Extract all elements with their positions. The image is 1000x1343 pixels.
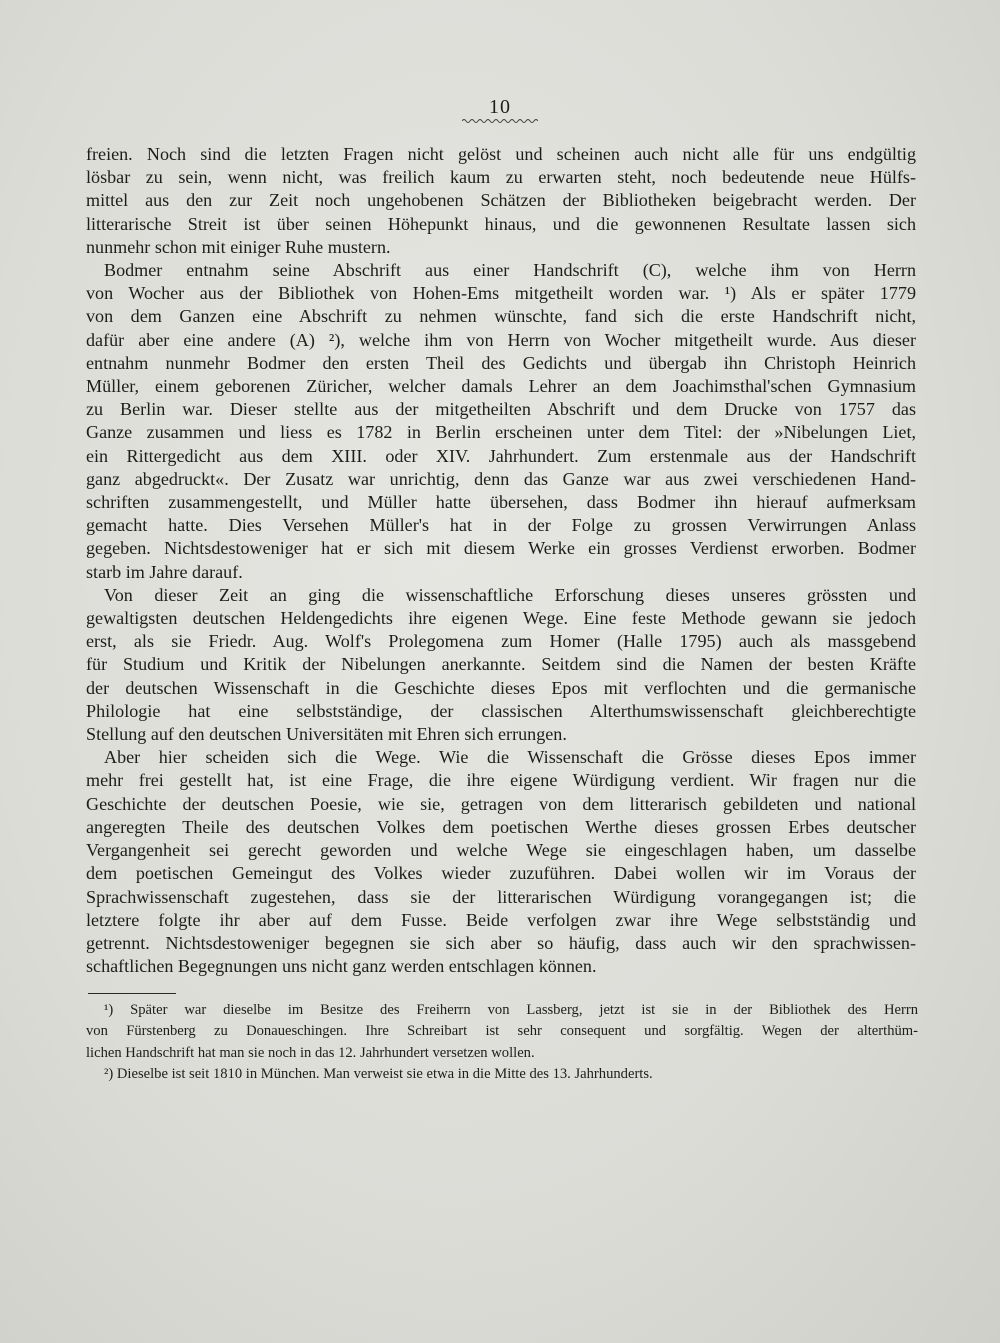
text-line: mehr frei gestellt hat, ist eine Frage, die ihre eigene Würdigung verdient. Wir fragen nur die xyxy=(86,770,916,791)
text-line: gegeben. Nichtsdestoweniger hat er sich mit diesem Werke ein grosses Verdienst erworben. Bodmer xyxy=(86,538,916,559)
text-line: schaftlichen Begegnungen uns nicht ganz werden entschlagen können. xyxy=(86,956,597,977)
text-line: erst, als sie Friedr. Aug. Wolf's Prolegomena zum Homer (Halle 1795) auch als massgebend xyxy=(86,631,916,652)
text-line: entnahm nunmehr Bodmer den ersten Theil des Gedichts und übergab ihn Christoph Heinrich xyxy=(86,352,916,373)
text-line: Von dieser Zeit an ging die wissenschaftliche Erforschung dieses unseres grössten und xyxy=(104,584,916,605)
text-line: getrennt. Nichtsdestoweniger begegnen sie sich aber so häufig, dass auch wir den sprachwissen- xyxy=(86,932,916,953)
text-line: Müller, einem geborenen Züricher, welcher damals Lehrer an dem Joachimsthal'schen Gymnasium xyxy=(86,376,916,397)
text-line: litterarische Streit ist über seinen Höhepunkt hinaus, und die gewonnenen Resultate lassen sich xyxy=(86,213,916,234)
text-line: Geschichte der deutschen Poesie, wie sie, getragen von dem litterarisch gebildeten und national xyxy=(86,793,916,814)
footnotes xyxy=(86,1000,918,1086)
text-line: Philologie hat eine selbstständige, der classischen Alterthumswissenschaft gleichberechtigte xyxy=(86,700,916,721)
text-line: ganz abgedruckt«. Der Zusatz war unrichtig, denn das Ganze war aus zwei verschiedenen Hand- xyxy=(86,468,916,489)
text-line: der deutschen Wissenschaft in die Geschichte dieses Epos mit verflochten und die germanische xyxy=(86,677,916,698)
text-line: Aber hier scheiden sich die Wege. Wie die Wissenschaft die Grösse dieses Epos immer xyxy=(104,747,916,768)
footnote-line: lichen Handschrift hat man sie noch in das 12. Jahrhundert versetzen wollen. xyxy=(86,1044,535,1061)
page-number-ornament xyxy=(462,118,538,124)
text-line: angeregten Theile des deutschen Volkes dem poetischen Werthe dieses grossen Erbes deutscher xyxy=(86,816,916,837)
paragraph xyxy=(86,584,916,746)
paragraph xyxy=(86,143,916,259)
page-number: 10 xyxy=(489,96,511,118)
text-line: dafür aber eine andere (A) ²), welche ihm von Herrn von Wocher mitgetheilt wurde. Aus dieser xyxy=(86,329,916,350)
paragraph xyxy=(86,259,916,584)
text-line: mittel aus den zur Zeit noch ungehobenen Schätzen der Bibliotheken beigebracht werden. Der xyxy=(86,190,916,211)
text-line: lösbar zu sein, wenn nicht, was freilich kaum zu erwarten steht, noch bedeutende neue Hülfs- xyxy=(86,167,916,188)
text-line: gemacht hatte. Dies Versehen Müller's hat in der Folge zu grossen Verwirrungen Anlass xyxy=(86,515,916,536)
footnote xyxy=(86,1064,918,1085)
footnote-line: ¹) Später war dieselbe im Besitze des Freiherrn von Lassberg, jetzt ist sie in der Bibliothek des Herrn xyxy=(104,1002,918,1018)
text-line: ein Rittergedicht aus dem XIII. oder XIV. Jahrhundert. Zum erstenmale aus der Handschrift xyxy=(86,445,916,466)
footnote-line: ²) Dieselbe ist seit 1810 in München. Man verweist sie etwa in die Mitte des 13. Jahrhunderts. xyxy=(104,1066,653,1083)
text-line: Vergangenheit sei gerecht geworden und welche Wege sie eingeschlagen haben, um dasselbe xyxy=(86,840,916,861)
text-line: schriften zusammengestellt, und Müller hatte übersehen, dass Bodmer ihn hierauf aufmerksam xyxy=(86,492,916,513)
text-line: von dem Ganzen eine Abschrift zu nehmen wünschte, fand sich die erste Handschrift nicht, xyxy=(86,306,916,327)
text-line: Sprachwissenschaft zugestehen, dass sie der litterarischen Würdigung vorangegangen ist; die xyxy=(86,886,916,907)
text-line: zu Berlin war. Dieser stellte aus der mitgetheilten Abschrift und dem Drucke von 1757 das xyxy=(86,399,916,420)
text-line: starb im Jahre darauf. xyxy=(86,561,243,582)
text-line: von Wocher aus der Bibliothek von Hohen-Ems mitgetheilt worden war. ¹) Als er später 1779 xyxy=(86,283,916,304)
paragraph xyxy=(86,746,916,978)
text-line: dem poetischen Gemeingut des Volkes wieder zuzuführen. Dabei wollen wir im Voraus der xyxy=(86,863,916,884)
footnote-divider xyxy=(88,993,176,994)
footnote-line: von Fürstenberg zu Donaueschingen. Ihre Schreibart ist sehr consequent und sorgfältig. Wegen der alterthüm- xyxy=(86,1023,918,1040)
text-line: nunmehr schon mit einiger Ruhe mustern. xyxy=(86,236,391,257)
text-line: Ganze zusammen und liess es 1782 in Berlin erscheinen unter dem Titel: der »Nibelungen Liet, xyxy=(86,422,916,443)
text-line: letztere folgte ihr aber auf dem Fusse. Beide verfolgen zwar ihre Wege selbstständig und xyxy=(86,909,916,930)
text-line: Bodmer entnahm seine Abschrift aus einer Handschrift (C), welche ihm von Herrn xyxy=(104,260,916,281)
body-text xyxy=(86,143,916,978)
footnote xyxy=(86,1000,918,1064)
text-line: Stellung auf den deutschen Universitäten mit Ehren sich errungen. xyxy=(86,724,567,745)
text-line: freien. Noch sind die letzten Fragen nicht gelöst und scheinen auch nicht alle für uns endgültig xyxy=(86,144,916,164)
text-line: gewaltigsten deutschen Heldengedichts ihre eigenen Wege. Eine feste Methode gewann sie jedoch xyxy=(86,608,916,629)
text-line: für Studium und Kritik der Nibelungen anerkannte. Seitdem sind die Namen der besten Kräfte xyxy=(86,654,916,675)
